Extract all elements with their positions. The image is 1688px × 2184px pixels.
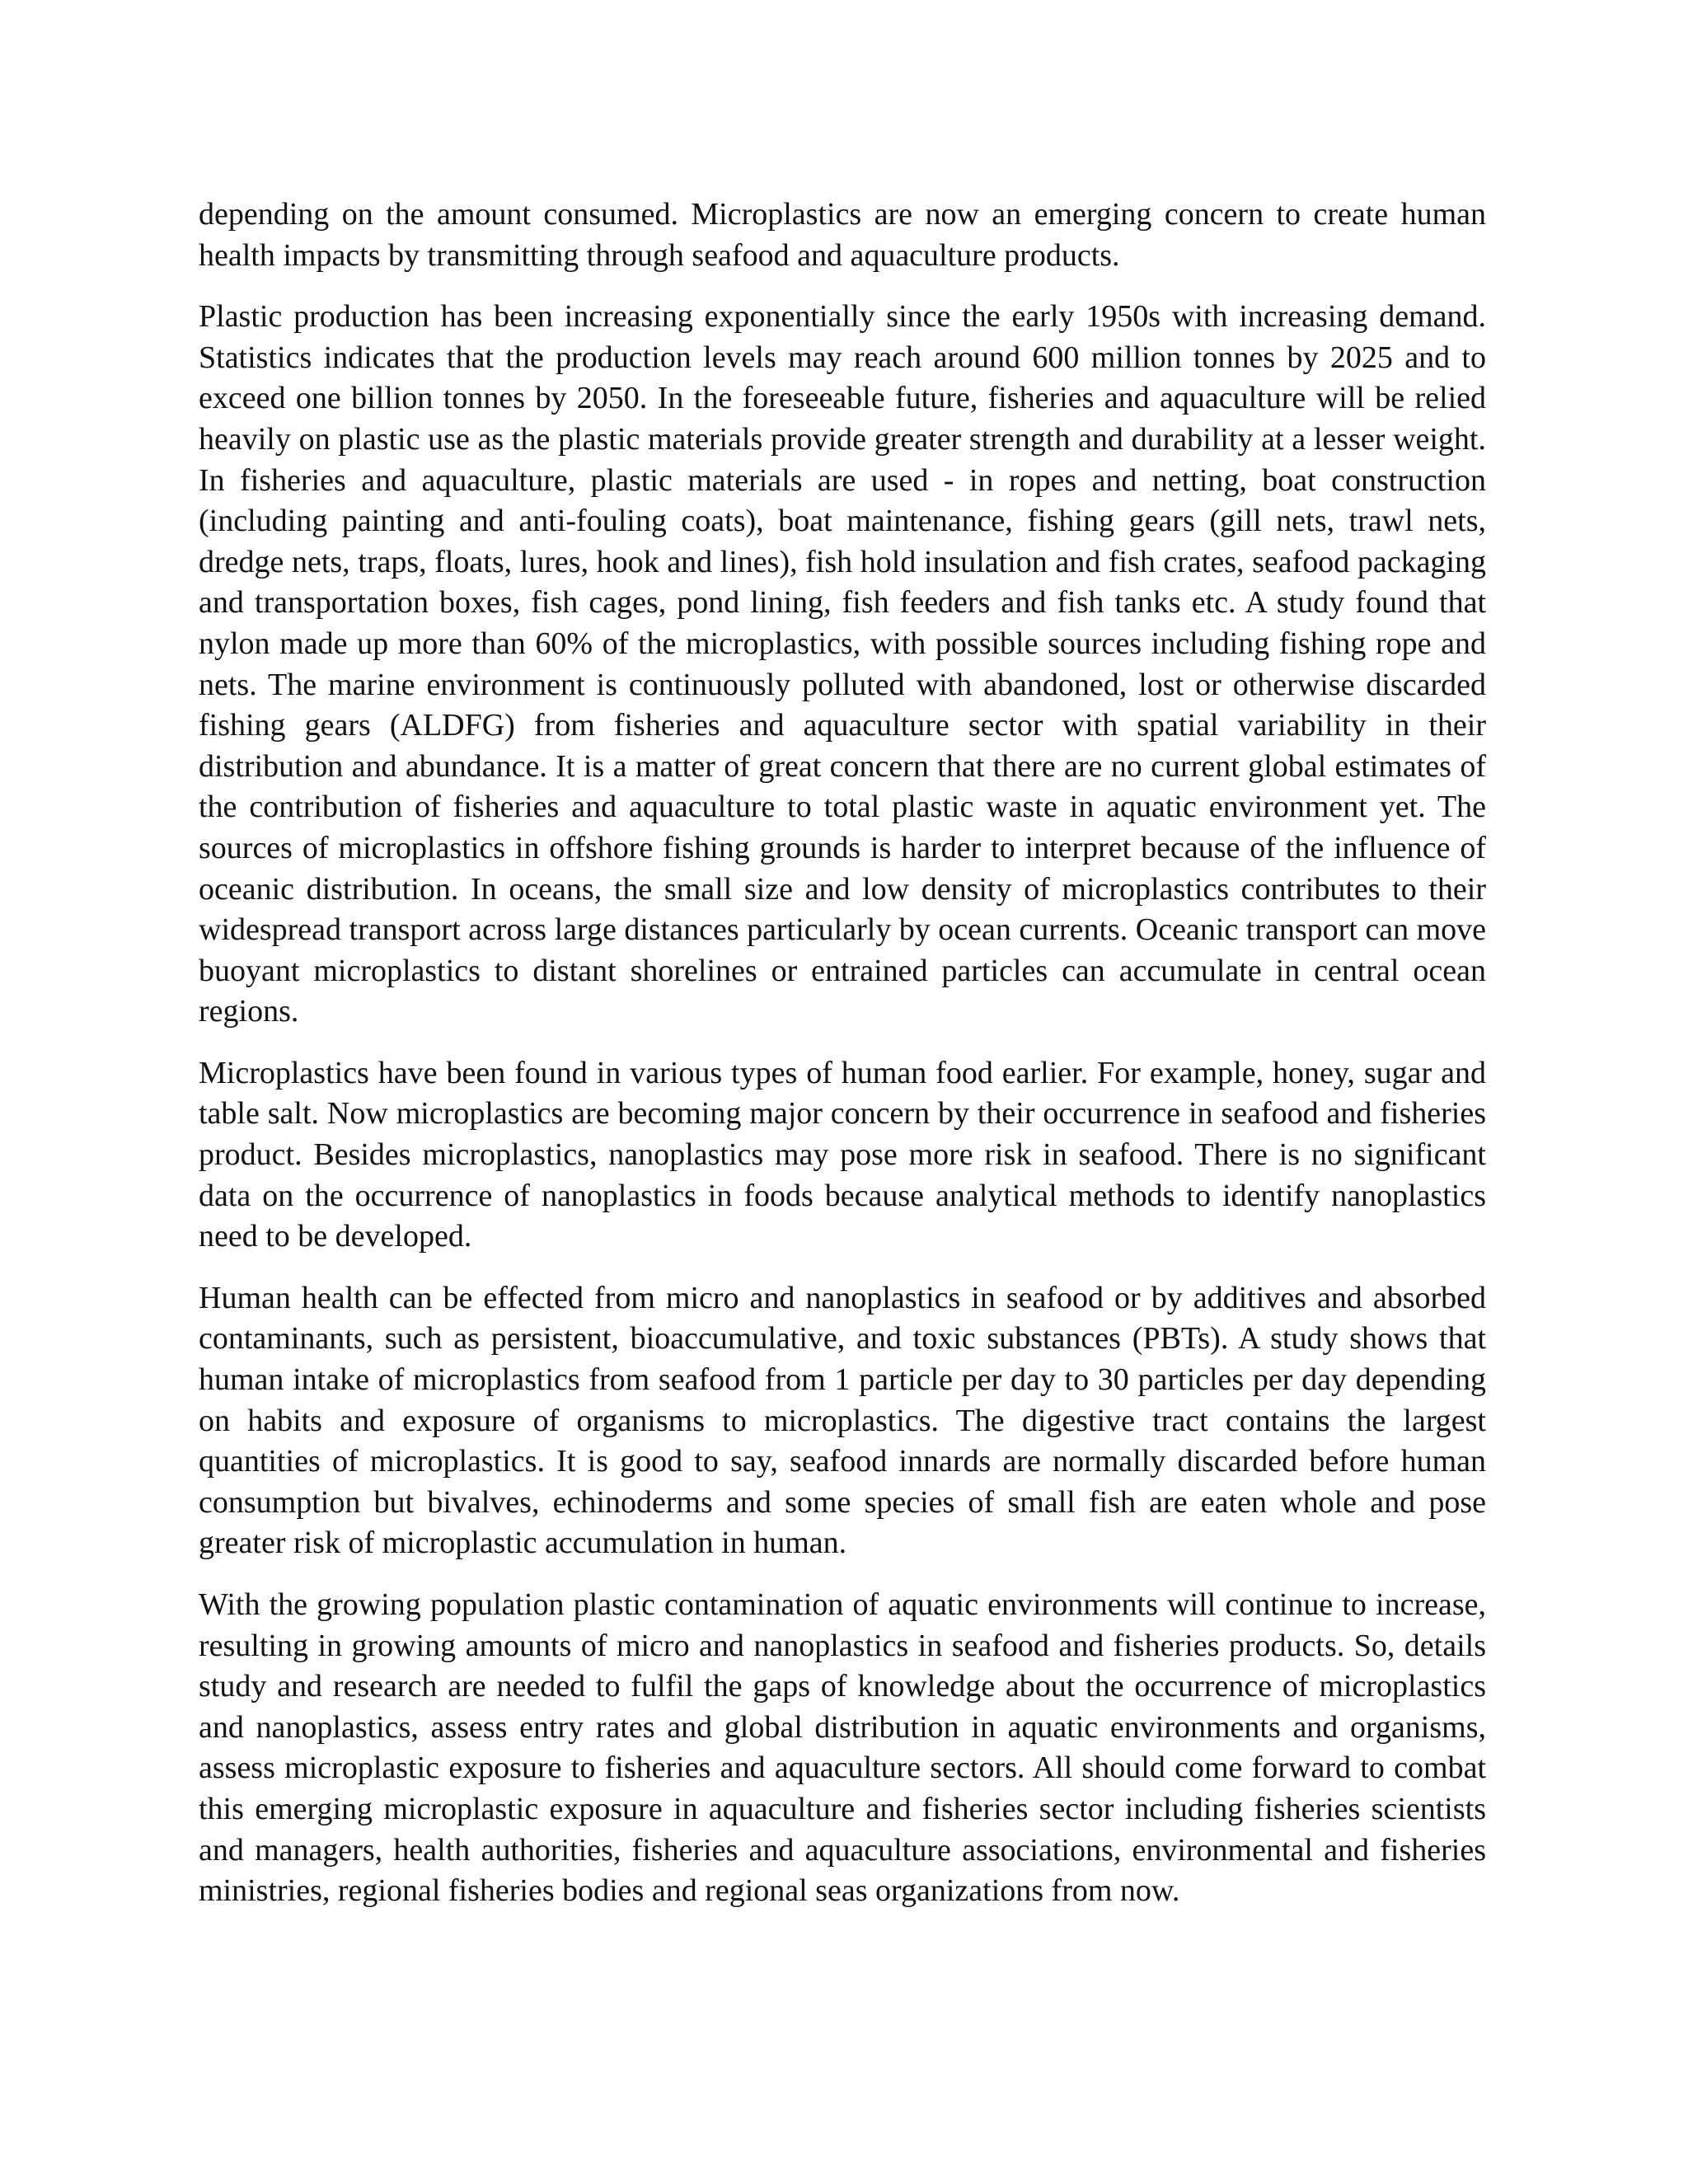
paragraph-4: Human health can be effected from micro and nanoplastics in seafood or by additives and absorbed contaminants, such as persistent, bioaccumulative, and toxic substances (PBTs). A study shows that human intake of microplastics from seafood from 1 particle per day to 30 particles per day depending on habits and exposure of organisms to microplastics. The digestive tract contains the largest quantities of microplastics. It is good to say, seafood innards are normally discarded before human consumption but bivalves, echinoderms and some species of small fish are eaten whole and pose greater risk of microplastic accumulation in human. bbox=[199, 1280, 1486, 1561]
document-body bbox=[199, 194, 1486, 1933]
paragraph-5: With the growing population plastic contamination of aquatic environments will continue to increase, resulting in growing amounts of micro and nanoplastics in seafood and fisheries products. So, details study and research are needed to fulfil the gaps of knowledge about the occurrence of microplastics and nanoplastics, assess entry rates and global distribution in aquatic environments and organisms, assess microplastic exposure to fisheries and aquaculture sectors. All should come forward to combat this emerging microplastic exposure in aquaculture and fisheries sector including fisheries scientists and managers, health authorities, fisheries and aquaculture associations, environmental and fisheries ministries, regional fisheries bodies and regional seas organizations from now. bbox=[199, 1587, 1486, 1909]
paragraph-1: depending on the amount consumed. Microplastics are now an emerging concern to create human health impacts by transmitting through seafood and aquaculture products. bbox=[199, 197, 1486, 273]
paragraph-3: Microplastics have been found in various types of human food earlier. For example, honey, sugar and table salt. Now microplastics are becoming major concern by their occurrence in seafood and fisheries product. Besides microplastics, nanoplastics may pose more risk in seafood. There is no significant data on the occurrence of nanoplastics in foods because analytical methods to identify nanoplastics need to be developed. bbox=[199, 1055, 1486, 1254]
paragraph-2: Plastic production has been increasing exponentially since the early 1950s with increasing demand. Statistics indicates that the production levels may reach around 600 million tonnes by 2025 and to exceed one billion tonnes by 2050. In the foreseeable future, fisheries and aquaculture will be relied heavily on plastic use as the plastic materials provide greater strength and durability at a lesser weight. In fisheries and aquaculture, plastic materials are used - in ropes and netting, boat construction (including painting and anti-fouling coats), boat maintenance, fishing gears (gill nets, trawl nets, dredge nets, traps, floats, lures, hook and lines), fish hold insulation and fish crates, seafood packaging and transportation boxes, fish cages, pond lining, fish feeders and fish tanks etc. A study found that nylon made up more than 60% of the microplastics, with possible sources including fishing rope and nets. The marine environment is continuously polluted with abandoned, lost or otherwise discarded fishing gears (ALDFG) from fisheries and aquaculture sector with spatial variability in their distribution and abundance. It is a matter of great concern that there are no current global estimates of the contribution of fisheries and aquaculture to total plastic waste in aquatic environment yet. The sources of microplastics in offshore fishing grounds is harder to interpret because of the influence of oceanic distribution. In oceans, the small size and low density of microplastics contributes to their widespread transport across large distances particularly by ocean currents. Oceanic transport can move buoyant microplastics to distant shorelines or entrained particles can accumulate in central ocean regions. bbox=[199, 299, 1486, 1029]
